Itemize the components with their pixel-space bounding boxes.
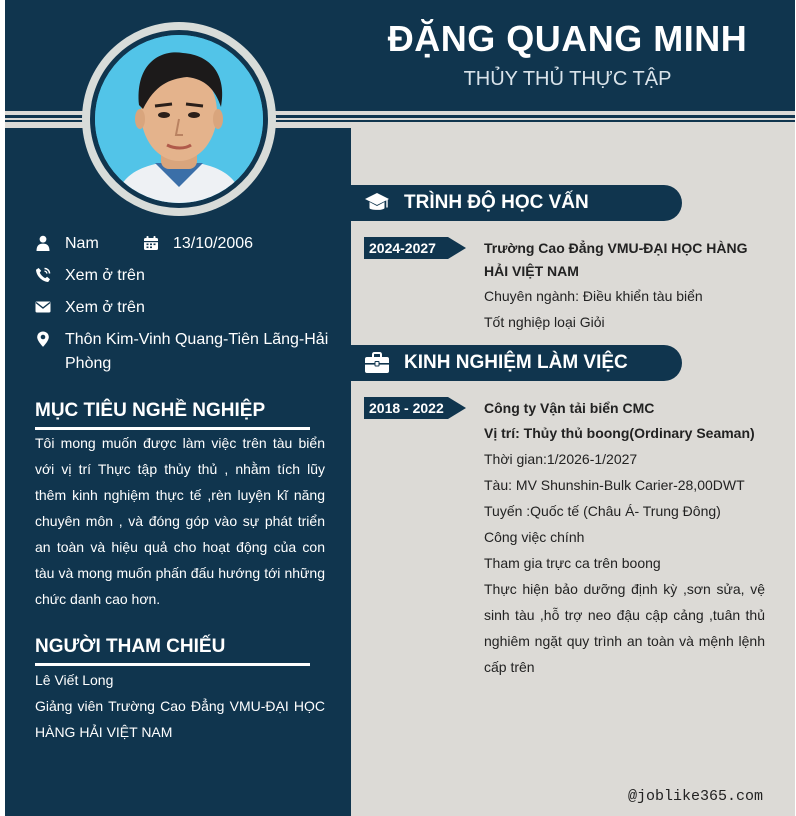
email-value: Xem ở trên xyxy=(65,299,145,316)
experience-heading: KINH NGHIỆM LÀM VIỆC xyxy=(404,352,628,373)
envelope-icon xyxy=(35,299,51,315)
reference-heading: NGƯỜI THAM CHIẾU xyxy=(35,636,226,657)
objective-text: Tôi mong muốn được làm việc trên tàu biển với vị trí Thực tập thủy thủ , nhằm tích lũy thêm kinh nghiệm thực tế ,rèn luyện kĩ năng chuyên môn , và đóng góp vào sự phát triển an toàn và hiệu quả cho hoạt động của con tàu và mong muốn phấn đấu hướng tới những chức danh cao hơn. xyxy=(35,435,325,607)
education-heading: TRÌNH ĐỘ HỌC VẤN xyxy=(404,192,589,213)
graduation-cap-icon xyxy=(364,191,390,215)
candidate-name: ĐẶNG QUANG MINH xyxy=(387,18,748,59)
education-major: Chuyên ngành: Điều khiển tàu biển xyxy=(484,288,703,304)
map-pin-icon xyxy=(35,331,51,347)
phone-icon xyxy=(35,267,51,283)
footer-watermark-link[interactable]: @joblike365.com xyxy=(628,788,764,805)
experience-duty-2: Thực hiện bảo dưỡng định kỳ ,sơn sửa, vệ sinh tàu ,hỗ trợ neo đậu cập cảng ,tuân thủ nghiêm ngặt quy trình an toàn và mệnh lệnh cấp trên xyxy=(484,581,765,675)
experience-section-header xyxy=(351,345,682,381)
reference-name: Lê Viết Long xyxy=(35,672,114,688)
resume-page xyxy=(5,0,795,816)
experience-period: 2018 - 2022 xyxy=(369,400,444,416)
education-period: 2024-2027 xyxy=(369,240,436,256)
education-school: Trường Cao Đẳng VMU-ĐẠI HỌC HÀNG HẢI VIỆT NAM xyxy=(484,240,748,279)
contact-phone xyxy=(35,264,325,288)
experience-ship: Tàu: MV Shunshin-Bulk Carier-28,00DWT xyxy=(484,477,745,493)
candidate-job-title: THỦY THỦ THỰC TẬP xyxy=(463,68,672,90)
experience-company: Công ty Vận tải biển CMC xyxy=(484,400,655,416)
education-section-header xyxy=(351,185,682,221)
experience-duty-1: Tham gia trực ca trên boong xyxy=(484,555,661,571)
contact-birthdate xyxy=(143,232,313,256)
left-sidebar xyxy=(5,128,351,816)
phone-value: Xem ở trên xyxy=(65,267,145,284)
experience-period-tag xyxy=(364,397,466,419)
person-icon xyxy=(35,235,51,251)
reference-role: Giảng viên Trường Cao Đẳng VMU-ĐẠI HỌC HÀNG HẢI VIỆT NAM xyxy=(35,698,325,740)
education-grade: Tốt nghiệp loại Giỏi xyxy=(484,314,605,330)
birthdate-value: 13/10/2006 xyxy=(173,235,254,252)
experience-time: Thời gian:1/2026-1/2027 xyxy=(484,451,638,467)
experience-position: Vị trí: Thủy thủ boong(Ordinary Seaman) xyxy=(484,425,755,441)
contact-address xyxy=(35,328,335,376)
experience-duties-heading: Công việc chính xyxy=(484,529,585,545)
briefcase-icon xyxy=(364,351,390,375)
objective-heading: MỤC TIÊU NGHỀ NGHIỆP xyxy=(35,400,266,421)
reference-underline xyxy=(35,663,310,666)
portrait-frame xyxy=(90,30,268,208)
calendar-icon xyxy=(143,235,159,251)
portrait-image xyxy=(95,35,263,203)
experience-route: Tuyến :Quốc tế (Châu Á- Trung Đông) xyxy=(484,503,721,519)
contact-email xyxy=(35,296,325,320)
education-period-tag xyxy=(364,237,466,259)
portrait-photo xyxy=(95,35,263,203)
gender-value: Nam xyxy=(65,235,99,252)
address-value: Thôn Kim-Vinh Quang-Tiên Lãng-Hải Phòng xyxy=(65,331,329,372)
